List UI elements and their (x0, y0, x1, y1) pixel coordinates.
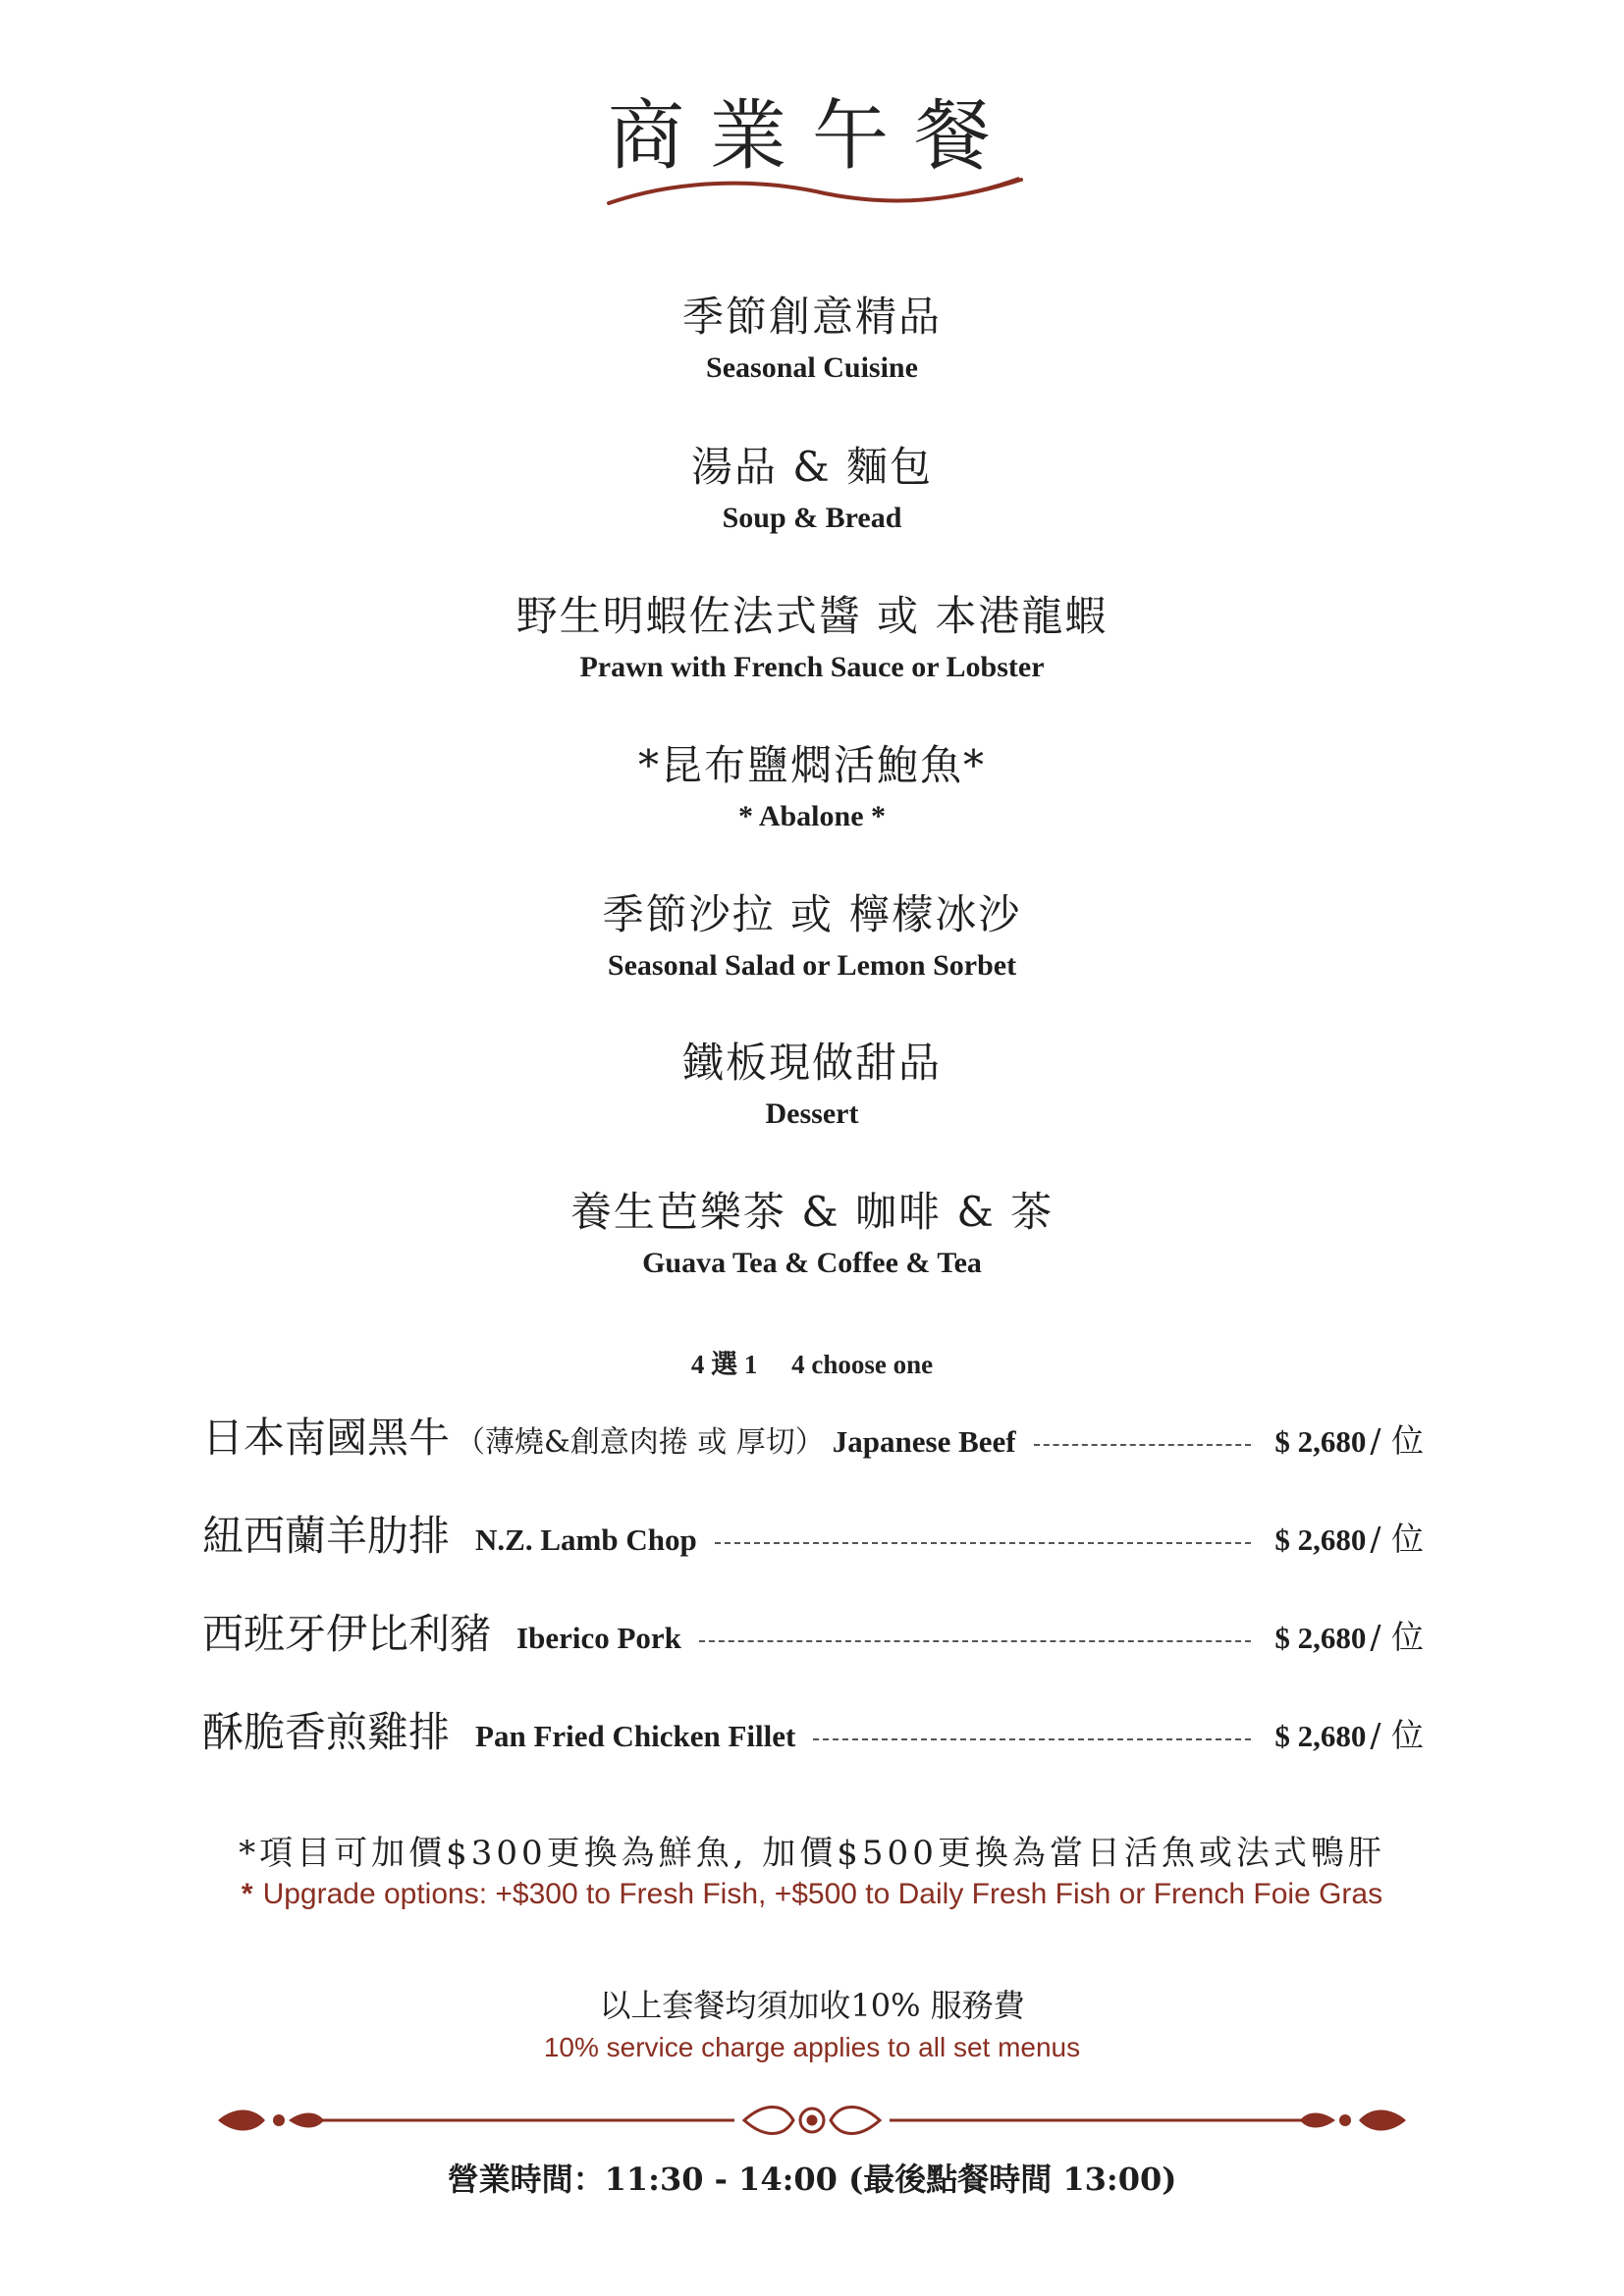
dot-leader (715, 1542, 1252, 1544)
main-zh: 紐西蘭羊肋排 (202, 1512, 451, 1560)
course-zh: 野生明蝦佐法式醬 或 本港龍蝦 (515, 592, 1109, 640)
choose-one-label (0, 1343, 1624, 1381)
center-flourish-icon (744, 2108, 880, 2134)
service-charge-en: 10% service charge applies to all set menus (543, 2032, 1081, 2062)
course-zh: *昆布鹽燜活鮑魚* (637, 741, 986, 789)
main-course-row (202, 1700, 1424, 1759)
main-price: $ 2,680 (1274, 1522, 1367, 1557)
main-zh: 西班牙伊比利豬 (202, 1610, 492, 1658)
main-en: Pan Fried Chicken Fillet (475, 1719, 796, 1753)
title-swash-ornament (599, 172, 1031, 211)
menu-title: 商業午餐 (607, 92, 1016, 181)
course-soup (0, 440, 1624, 538)
service-charge-zh: 以上套餐均須加收10% 服務費 (599, 1987, 1025, 2024)
main-en: Japanese Beef (832, 1424, 1016, 1459)
dot-leader (813, 1738, 1251, 1740)
main-price: $ 2,680 (1274, 1719, 1367, 1753)
main-course-row (202, 1504, 1424, 1563)
main-zh: 酥脆香煎雞排 (202, 1708, 451, 1756)
course-zh: 季節創意精品 (681, 293, 942, 341)
left-flourish-icon (218, 2110, 324, 2131)
course-prawn (0, 589, 1624, 687)
course-zh: 湯品 & 麵包 (690, 443, 934, 491)
right-flourish-icon (1300, 2110, 1406, 2131)
course-salad (0, 887, 1624, 986)
main-unit: / 位 (1370, 1520, 1424, 1558)
main-note: （薄燒&創意肉捲 或 厚切） (456, 1425, 825, 1460)
dot-leader (699, 1640, 1251, 1642)
main-zh: 日本南國黑牛 (202, 1414, 451, 1462)
main-course-row (202, 1602, 1424, 1661)
course-zh: 養生芭樂茶 & 咖啡 & 茶 (569, 1188, 1055, 1236)
main-unit: / 位 (1370, 1421, 1424, 1460)
business-hours: 營業時間：11:30 - 14:00 (最後點餐時間 13:00) (447, 2161, 1177, 2198)
course-en: Seasonal Salad or Lemon Sorbet (607, 949, 1017, 982)
ornamental-divider (214, 2101, 1410, 2140)
course-zh: 季節沙拉 或 檸檬冰沙 (602, 890, 1022, 938)
main-price: $ 2,680 (1274, 1621, 1367, 1655)
course-dessert (0, 1036, 1624, 1134)
course-abalone (0, 738, 1624, 836)
upgrade-star: * (241, 1878, 253, 1910)
course-seasonal (0, 290, 1624, 388)
course-en: Guava Tea & Coffee & Tea (642, 1247, 982, 1279)
main-course-row (202, 1406, 1424, 1465)
upgrade-text: Upgrade options: +$300 to Fresh Fish, +$500 to Daily Fresh Fish or French Foie Gras (262, 1878, 1383, 1910)
main-unit: / 位 (1370, 1716, 1424, 1754)
choose-zh: 4 選 1 (690, 1350, 758, 1379)
course-en: Prawn with French Sauce or Lobster (579, 651, 1045, 683)
course-en: Soup & Bread (722, 502, 902, 534)
upgrade-note-en (0, 1878, 1624, 1911)
main-price: $ 2,680 (1274, 1424, 1367, 1459)
course-drinks (0, 1185, 1624, 1283)
upgrade-note-zh: *項目可加價$300更換為鮮魚, 加價$500更換為當日活魚或法式鴨肝 (239, 1834, 1385, 1873)
main-unit: / 位 (1370, 1618, 1424, 1656)
dot-leader (1034, 1444, 1252, 1446)
course-zh: 鐵板現做甜品 (681, 1039, 942, 1087)
course-en: * Abalone * (737, 800, 887, 832)
main-en: Iberico Pork (516, 1621, 681, 1655)
course-en: Seasonal Cuisine (706, 351, 918, 384)
main-en: N.Z. Lamb Chop (475, 1522, 697, 1557)
choose-en: 4 choose one (791, 1350, 934, 1379)
course-en: Dessert (765, 1097, 859, 1130)
